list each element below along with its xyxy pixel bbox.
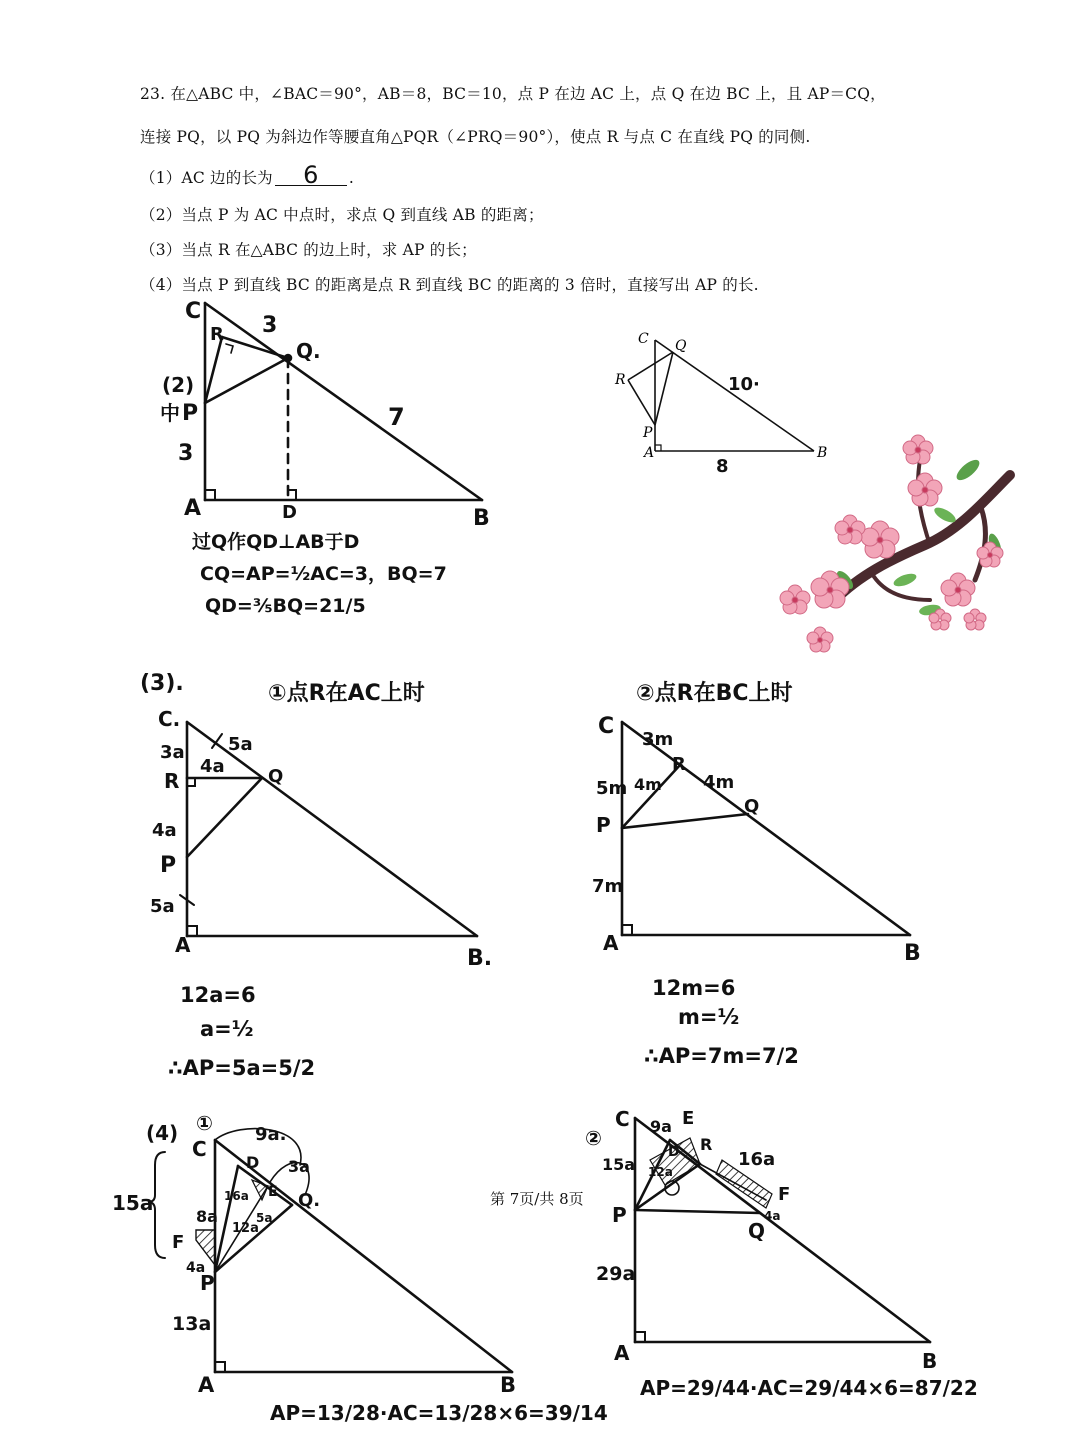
fig4a-length-13a: 13a bbox=[172, 1313, 212, 1335]
fig4a-result: AP=13/28·AC=13/28×6=39/14 bbox=[270, 1401, 608, 1425]
ref-label-A: A bbox=[644, 445, 655, 461]
fig4b-label-D: D bbox=[668, 1144, 680, 1160]
fig3a-equation-2: a=½ bbox=[200, 1017, 254, 1041]
figure-part-4-case-2-labels bbox=[585, 1107, 978, 1400]
fig4a-label-Q: Q. bbox=[298, 1190, 321, 1211]
fig2-length-cq: 3 bbox=[262, 313, 278, 338]
fig2-label-B: B bbox=[473, 506, 490, 531]
fig2-label-D: D bbox=[282, 502, 297, 523]
fig3b-equation-3: ∴AP=7m=7/2 bbox=[644, 1044, 799, 1068]
fig2-label-A: A bbox=[184, 496, 202, 521]
figure-part-4-case-1 bbox=[148, 1129, 512, 1372]
question-1-answer: 6 bbox=[275, 165, 347, 186]
ref-label-R: R bbox=[615, 372, 626, 388]
fig4b-result: AP=29/44·AC=29/44×6=87/22 bbox=[640, 1376, 978, 1400]
fig4a-length-3a: 3a bbox=[288, 1157, 310, 1176]
fig4b-label-B: B bbox=[922, 1349, 938, 1373]
figure-part-4-case-1-labels bbox=[112, 1111, 608, 1425]
fig2-work-3: QD=⅗BQ=21/5 bbox=[205, 595, 366, 617]
fig4b-label-P: P bbox=[612, 1203, 627, 1227]
fig4a-label-D: D bbox=[246, 1153, 260, 1172]
fig4a-hatched-region-2 bbox=[252, 1180, 268, 1200]
fig3a-label-A: A bbox=[175, 933, 191, 957]
problem-line-1: 23. 在△ABC 中，∠BAC＝90°，AB＝8，BC＝10，点 P 在边 AC 上，点 Q 在边 BC 上，且 AP＝CQ， bbox=[140, 85, 886, 103]
figure-part-3-case-2 bbox=[622, 722, 910, 935]
fig2-mid-mark: 中 bbox=[160, 401, 180, 425]
fig2-label-C: C bbox=[185, 299, 202, 324]
ref-label-P: P bbox=[643, 425, 653, 441]
fig4b-label-F: F bbox=[778, 1184, 791, 1205]
fig3-part-label: (3). bbox=[140, 671, 184, 696]
fig3a-length-rq: 4a bbox=[200, 756, 225, 777]
figure-reference-labels bbox=[614, 331, 827, 477]
fig4b-label-Q: Q bbox=[748, 1219, 766, 1243]
fig3a-label-B: B. bbox=[467, 946, 493, 971]
fig2-label-P: P bbox=[182, 401, 199, 426]
fig4a-length-12a: 12a bbox=[232, 1221, 259, 1236]
fig2-work-2: CQ=AP=½AC=3，BQ=7 bbox=[200, 563, 447, 585]
fig3a-length-cq: 5a bbox=[228, 734, 253, 755]
fig4b-length-15a: 15a bbox=[602, 1155, 636, 1174]
figure-part-3-case-1 bbox=[180, 722, 477, 936]
fig4a-case-label: ① bbox=[196, 1111, 213, 1135]
fig4b-length-12a: 12a bbox=[648, 1165, 673, 1179]
fig3b-label-C: C bbox=[598, 714, 615, 739]
fig4a-label-C: C bbox=[192, 1137, 207, 1161]
ref-label-C: C bbox=[638, 331, 649, 347]
ref-label-Q: Q bbox=[675, 338, 687, 354]
fig4a-label-F: F bbox=[172, 1232, 185, 1253]
figure-part-2-labels bbox=[160, 299, 490, 617]
fig4b-label-E: E bbox=[682, 1108, 695, 1129]
fig3b-equation-2: m=½ bbox=[678, 1005, 740, 1029]
ref-length-bc: 10· bbox=[728, 374, 760, 395]
fig4a-label-A: A bbox=[198, 1373, 215, 1397]
fig2-length-bq: 7 bbox=[388, 403, 405, 431]
fig3a-length-ap: 5a bbox=[150, 896, 175, 917]
figure-part-3-case-2-labels bbox=[592, 680, 921, 1068]
ref-label-B: B bbox=[817, 445, 828, 461]
fig4a-length-5a: 5a bbox=[256, 1211, 273, 1225]
fig3a-label-R: R bbox=[164, 769, 180, 793]
fig4b-length-16a: 16a bbox=[738, 1149, 776, 1170]
fig3a-label-C: C. bbox=[158, 707, 181, 731]
fig4a-label-P: P bbox=[200, 1271, 215, 1295]
fig2-label-R: R bbox=[210, 324, 224, 345]
fig3b-length-pr: 4m bbox=[634, 775, 662, 794]
question-3: （3）当点 R 在△ABC 的边上时，求 AP 的长； bbox=[140, 241, 477, 259]
question-4: （4）当点 P 到直线 BC 的距离是点 R 到直线 BC 的距离的 3 倍时，直接写出 AP 的长. bbox=[140, 276, 759, 294]
fig4b-length-9a: 9a bbox=[650, 1117, 672, 1136]
fig2-length-ap: 3 bbox=[178, 441, 194, 466]
figure-part-3-case-1-labels bbox=[140, 671, 492, 1080]
fig2-part-label: (2) bbox=[162, 373, 195, 397]
question-1-suffix: . bbox=[348, 169, 354, 187]
problem-line-2: 连接 PQ，以 PQ 为斜边作等腰直角△PQR（∠PRQ＝90°），使点 R 与点 C 在直线 PQ 的同侧. bbox=[140, 128, 811, 146]
fig3b-label-Q: Q bbox=[744, 796, 760, 817]
fig3a-label-P: P bbox=[160, 853, 177, 878]
fig4b-label-R: R bbox=[700, 1135, 713, 1154]
fig3b-label-A: A bbox=[603, 931, 619, 955]
fig3a-length-rp: 4a bbox=[152, 820, 177, 841]
fig3a-equation-3: ∴AP=5a=5/2 bbox=[168, 1056, 316, 1080]
fig4a-length-15a: 15a bbox=[112, 1191, 154, 1215]
page-footer: 第 7页/共 8页 bbox=[490, 1190, 584, 1208]
fig3b-length-cp: 5m bbox=[596, 778, 628, 799]
fig4b-label-C: C bbox=[615, 1107, 630, 1131]
fig4a-length-8a: 8a bbox=[196, 1207, 218, 1226]
fig4a-length-16a: 16a bbox=[224, 1189, 249, 1203]
fig4a-length-9a: 9a. bbox=[255, 1124, 287, 1145]
fig4b-length-29a: 29a bbox=[596, 1263, 636, 1285]
fig4b-label-A: A bbox=[614, 1341, 630, 1365]
fig3a-length-cr: 3a bbox=[160, 742, 185, 763]
fig4a-length-4a: 4a bbox=[186, 1260, 206, 1276]
fig3b-equation-1: 12m=6 bbox=[652, 976, 736, 1000]
fig3b-heading: ②点R在BC上时 bbox=[636, 681, 793, 706]
fig3b-label-B: B bbox=[904, 941, 921, 966]
fig2-work-1: 过Q作QD⊥AB于D bbox=[192, 531, 360, 553]
fig3b-length-ap: 7m bbox=[592, 876, 624, 897]
fig4-part-label: (4) bbox=[146, 1121, 179, 1145]
fig3b-label-P: P bbox=[596, 813, 611, 837]
fig3b-label-R: R bbox=[672, 754, 686, 775]
ref-length-ab: 8 bbox=[716, 456, 729, 477]
fig2-label-Q: Q. bbox=[296, 339, 321, 363]
figure-reference bbox=[628, 340, 814, 451]
fig3a-label-Q: Q bbox=[268, 766, 284, 787]
question-2: （2）当点 P 为 AC 中点时，求点 Q 到直线 AB 的距离； bbox=[140, 206, 544, 224]
fig4b-length-4a: 4a bbox=[764, 1209, 781, 1223]
fig3b-length-cr: 3m bbox=[642, 729, 674, 750]
fig4a-label-B: B bbox=[500, 1373, 517, 1397]
fig4a-label-E: E bbox=[268, 1184, 278, 1200]
fig4b-case-label: ② bbox=[585, 1126, 602, 1150]
fig3b-length-rq: 4m bbox=[703, 772, 735, 793]
figure-part-2 bbox=[205, 303, 482, 500]
fig3a-equation-1: 12a=6 bbox=[180, 983, 256, 1007]
fig3a-heading: ①点R在AC上时 bbox=[268, 681, 425, 706]
question-1-prefix: （1）AC 边的长为 bbox=[140, 169, 273, 187]
